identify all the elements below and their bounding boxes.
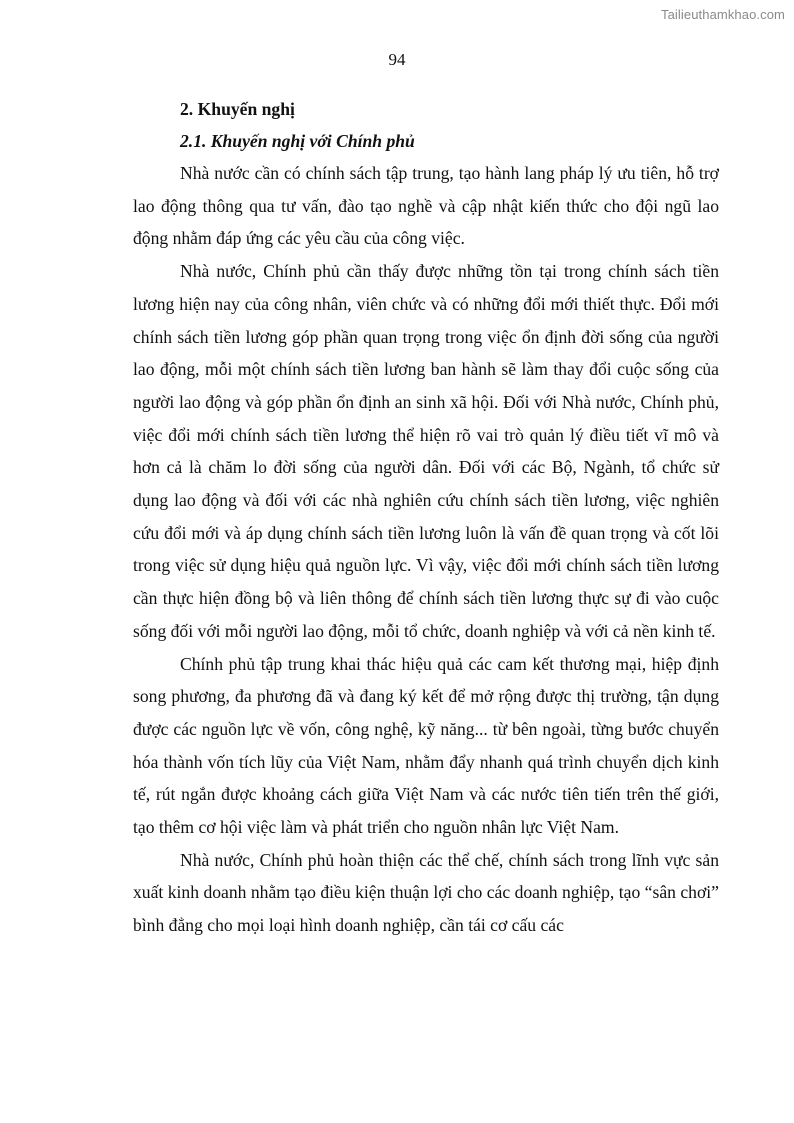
document-body — [133, 94, 719, 942]
paragraph: Nhà nước, Chính phủ cần thấy được những tồn tại trong chính sách tiền lương hiện nay của công nhân, viên chức và có những đổi mới thiết thực. Đổi mới chính sách tiền lương góp phần quan trọng trong việc ổn định đời sống của người lao động, mỗi một chính sách tiền lương ban hành sẽ làm thay đổi cuộc sống của người lao động và góp phần ổn định an sinh xã hội. Đối với Nhà nước, Chính phủ, việc đổi mới chính sách tiền lương thể hiện rõ vai trò quản lý điều tiết vĩ mô và hơn cả là chăm lo đời sống của người dân. Đối với các Bộ, Ngành, tổ chức sử dụng lao động và đối với các nhà nghiên cứu chính sách tiền lương, việc nghiên cứu đổi mới và áp dụng chính sách tiền lương luôn là vấn đề quan trọng và cốt lõi trong việc sử dụng hiệu quả nguồn lực. Vì vậy, việc đổi mới chính sách tiền lương cần thực hiện đồng bộ và liên thông để chính sách tiền lương thực sự đi vào cuộc sống đối với mỗi người lao động, mỗi tổ chức, doanh nghiệp và với cả nền kinh tế. — [133, 261, 719, 641]
paragraph: Chính phủ tập trung khai thác hiệu quả các cam kết thương mại, hiệp định song phương, đa phương đã và đang ký kết để mở rộng được thị trường, tận dụng được các nguồn lực về vốn, công nghệ, kỹ năng... từ bên ngoài, từng bước chuyển hóa thành vốn tích lũy của Việt Nam, nhằm đẩy nhanh quá trình chuyển dịch kinh tế, rút ngắn được khoảng cách giữa Việt Nam và các nước tiên tiến trên thế giới, tạo thêm cơ hội việc làm và phát triển cho nguồn nhân lực Việt Nam. — [133, 653, 719, 838]
subsection-heading: 2.1. Khuyến nghị với Chính phủ — [180, 131, 415, 151]
paragraph: Nhà nước, Chính phủ hoàn thiện các thể chế, chính sách trong lĩnh vực sản xuất kinh doanh nhằm tạo điều kiện thuận lợi cho các doanh nghiệp, tạo “sân chơi” bình đẳng cho mọi loại hình doanh nghiệp, cần tái cơ cấu các — [133, 849, 719, 936]
watermark: Tailieuthamkhao.com — [660, 7, 785, 22]
section-heading: 2. Khuyến nghị — [180, 99, 295, 119]
page-number: 94 — [388, 50, 406, 69]
paragraph: Nhà nước cần có chính sách tập trung, tạo hành lang pháp lý ưu tiên, hỗ trợ lao động thông qua tư vấn, đào tạo nghề và cập nhật kiến thức cho đội ngũ lao động nhằm đáp ứng các yêu cầu của công việc. — [133, 163, 719, 249]
